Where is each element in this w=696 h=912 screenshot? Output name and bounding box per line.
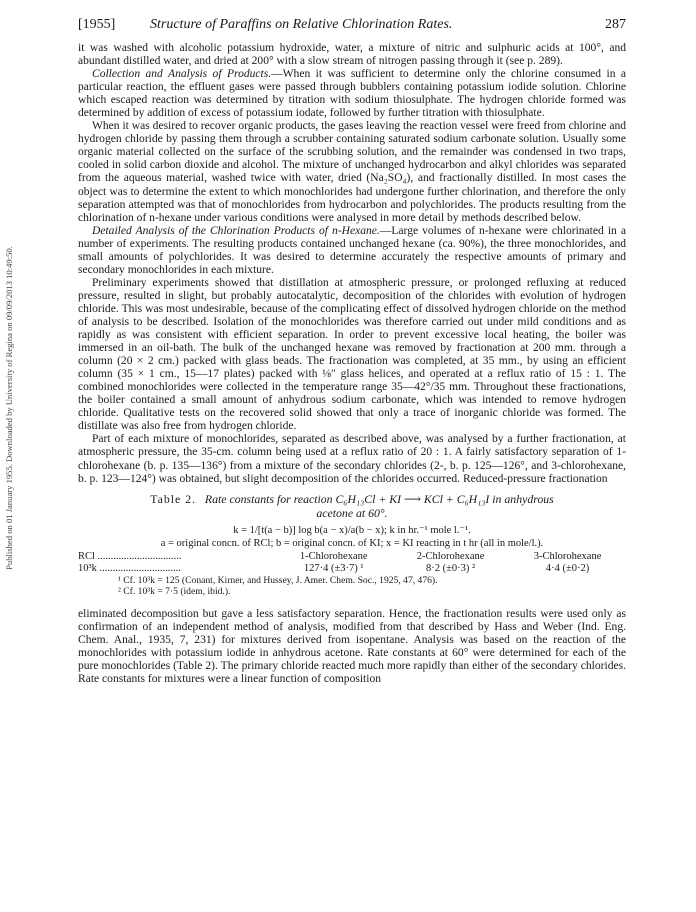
variable-definitions: a = original concn. of RCl; b = original concn. of KI; x = KI reacting in t hr (all in mole/l.).	[160, 537, 544, 549]
table-footnote: ² Cf. 10³k = 7·5 (idem, ibid.).	[118, 586, 231, 598]
table-footnote: ¹ Cf. 10³k = 125 (Conant, Kirner, and Hussey, J. Amer. Chem. Soc., 1925, 47, 476).	[118, 574, 438, 586]
body-text	[78, 42, 626, 486]
download-watermark	[2, 150, 14, 670]
table-row	[78, 563, 626, 575]
table-label: Table 2.	[150, 491, 197, 506]
paragraph-recover: When it was desired to recover organic products, the gases leaving the reaction vessel were freed from chlorine and hydrogen chloride by passing them through a scrubber containing saturated sodium carbonate solution. Usually some organic material collected on the surface of the scrubbing solution, and the remainder was condensed in two traps, cooled in solid carbon dioxide and alcohol. The mixture of unchanged hydrocarbon and alkyl chlorides was separated from the aqueous material, washed twice with water, dried (Na₂SO₄), and fractionally distilled. In most cases the object was to determine the extent to which monochlorides had undergone further chlorination, and therefore the only separation attempted was that of monochlorides from hydrocarbon and polychlorides. The products resulting from the chlorination of n-hexane under various conditions were analysed in more detail by methods described below.	[78, 120, 626, 224]
rate-constant-table	[78, 551, 626, 575]
table-header-cell: RCl ................................	[78, 550, 182, 562]
collection-text: —When it was sufficient to determine only the chlorine consumed in a particular reaction, the effluent gases were passed through bubblers containing potassium iodide solution. Chlorine which escaped reaction was determined by titration with sodium thiosulphate. The hydrogen chloride formed was determined by addition of excess of potassium iodate, followed by further titration with thiosulphate.	[78, 68, 626, 120]
collection-heading: Collection and Analysis of Products.	[92, 68, 272, 81]
table-header-cell: 1-Chlorohexane	[299, 550, 368, 562]
paragraph-washing: it was washed with alcoholic potassium hydroxide, water, a mixture of nitric and sulphuric acids at 100°, and abundant distilled water, and dried at 200° with a slow stream of nitrogen passing through it (see p. 289).	[78, 42, 626, 68]
detailed-text: —Large volumes of n-hexane were chlorinated in a number of experiments. The resulting products contained unchanged hexane (ca. 90%), the three monochlorides, and small amounts of polychlorides. It was desired to determine accurately the respective amounts of primary and secondary monochlorides in each mixture.	[78, 224, 626, 276]
table-caption-line1: Rate constants for reaction C₆H₁₃Cl + KI ⟶ KCl + C₆H₁₃I in anhydrous	[204, 491, 554, 506]
paper-page	[78, 16, 626, 686]
table-caption-line2: acetone at 60°.	[316, 505, 388, 520]
paragraph-collection	[78, 68, 626, 120]
table-cell: 8·2 (±0·3) ²	[426, 562, 476, 574]
table-cell: 127·4 (±3·7) ¹	[303, 562, 364, 574]
table-cell: 10³k ...............................	[78, 562, 181, 574]
table-caption	[78, 492, 626, 520]
table-cell: 4·4 (±0·2)	[545, 562, 590, 574]
table-header-cell: 3-Chlorohexane	[533, 550, 602, 562]
paragraph-part-of: Part of each mixture of monochlorides, separated as described above, was analysed by a further fractionation, at atmospheric pressure, the 35-cm. column being used at a reflux ratio of 20 : 1. A fairly satisfactory separation of 1-chlorohexane (b. p. 135—136°) from a mixture of the secondary chlorides (2-, b. p. 125—126°, and 3-chlorohexane, b. p. 123—124°) was obtained, but slight decomposition of the chlorides occurred. Reduced-pressure fractionation	[78, 433, 626, 485]
paragraph-eliminated: eliminated decomposition but gave a less satisfactory separation. Hence, the fractionation results were used only as confirmation of an independent method of analysis, modified from that described by Hass and Weber (Ind. Eng. Chem. Anal., 1935, 7, 231) for mixtures derived from isopentane. Analysis was based on the reaction of the monochlorides with potassium iodide in anhydrous acetone. Rate constants at 60° were determined for each of the pure monochlorides (Table 2). The primary chloride reacted much more rapidly than either of the secondary chlorides. Rate constants for mixtures were a linear function of composition	[78, 607, 626, 685]
table-header-cell: 2-Chlorohexane	[416, 550, 485, 562]
download-notice: Published on 01 January 1955. Downloaded by University of Regina on 09/09/2013 10:49:50.	[4, 246, 14, 570]
header-year: [1955]	[78, 17, 116, 32]
running-header	[78, 16, 626, 36]
paragraph-detailed	[78, 225, 626, 277]
table-header-row	[78, 551, 626, 563]
table-2	[78, 492, 626, 598]
detailed-heading: Detailed Analysis of the Chlorination Products of n-Hexane.	[92, 224, 380, 237]
rate-formula: k = 1/[t(a − b)] log b(a − x)/a(b − x); k in hr.⁻¹ mole l.⁻¹.	[233, 524, 471, 536]
paragraph-preliminary: Preliminary experiments showed that distillation at atmospheric pressure, or prolonged refluxing at reduced pressure, resulted in slight, but probably autocatalytic, decomposition of the chlorides with evolution of hydrogen chloride. This was most undesirable, because of the complicating effect of dissolved hydrogen chloride on the method of analysis to be described. Isolation of the monochlorides was therefore carried out under mild conditions and as rapidly as was consistent with efficient separation. In order to prevent excessive local heating, the boiler was immersed in an oil-bath. The bulk of the unchanged hexane was removed by fractionation at 200 mm. through a column (20 × 2 cm.) packed with glass beads. The fractionation was completed, at 35 mm., by using an efficient column (35 × 1 cm., 15—17 plates) packed with ⅛″ glass helices, and operated at a reflux ratio of 15 : 1. The combined monochlorides were collected in the temperature range 35—42°/35 mm. Throughout these fractionations, the boiler contained a small amount of anhydrous sodium carbonate, which was intended to remove hydrogen chloride. Qualitative tests on the recovered solid showed that only a trace of inorganic chloride was formed. The distillate was also free from hydrogen chloride.	[78, 276, 626, 433]
header-title: Structure of Paraffins on Relative Chlorination Rates.	[150, 17, 453, 32]
body-text-continued	[78, 608, 626, 686]
page-number: 287	[605, 17, 626, 32]
